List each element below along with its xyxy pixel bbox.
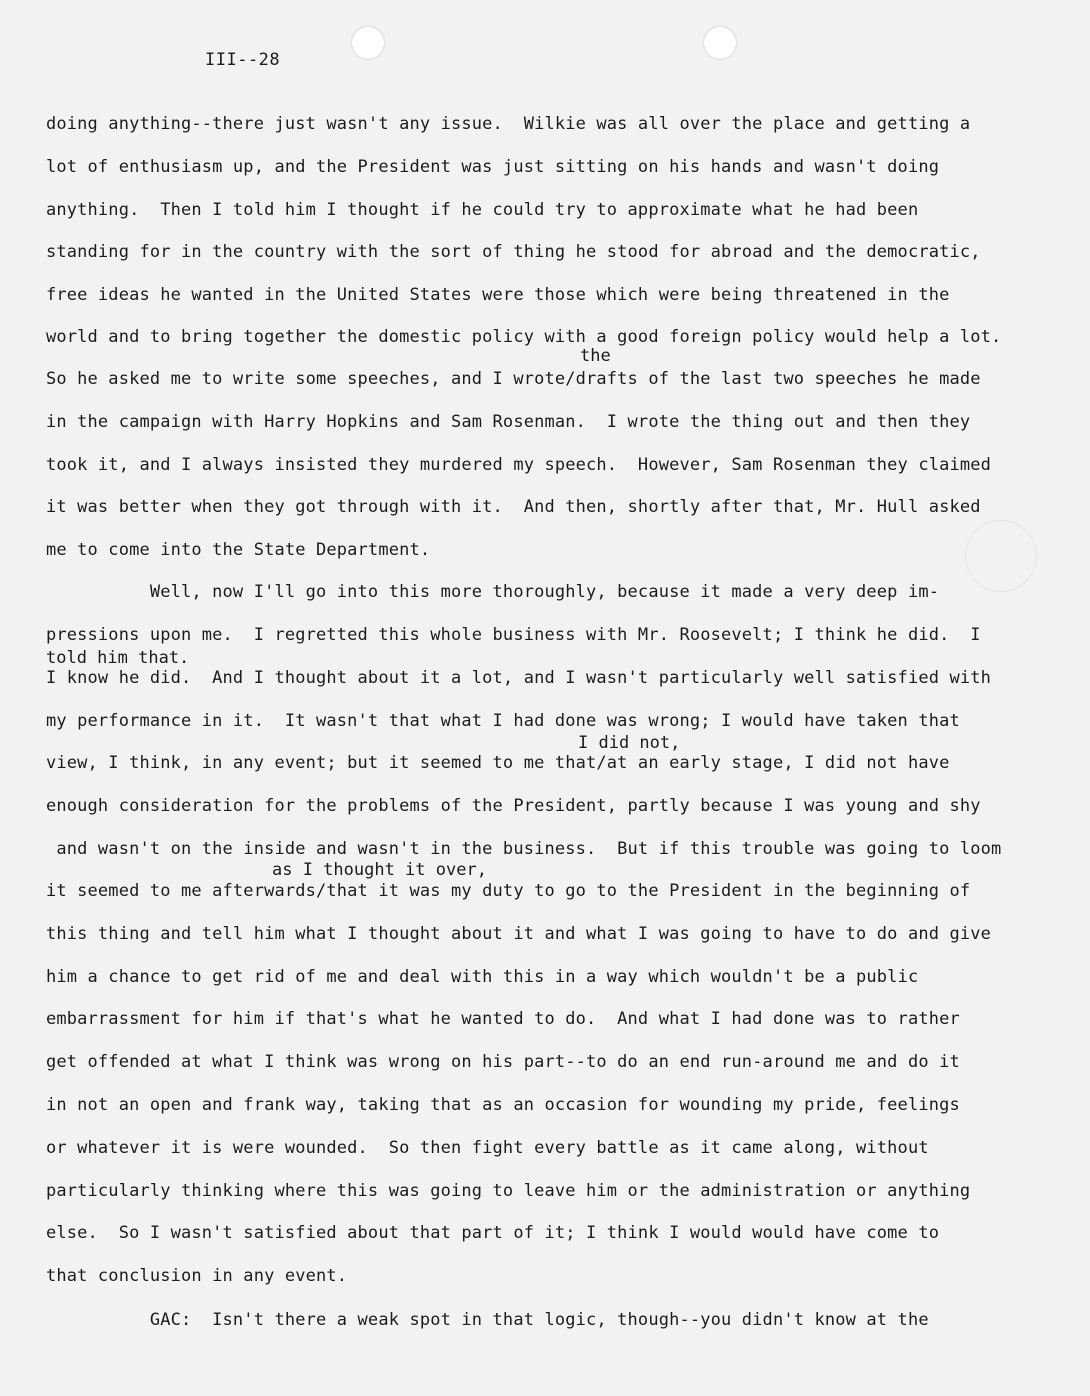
archive-stamp <box>965 520 1037 592</box>
text-line: it seemed to me afterwards/that it was my duty to go to the President in the beginning of <box>46 881 971 901</box>
text-line: particularly thinking where this was going to leave him or the administration or anything <box>46 1181 971 1201</box>
text-line: enough consideration for the problems of the President, partly because I was young and shy <box>46 796 981 816</box>
interlinear-insertion: I did not, <box>578 733 681 753</box>
text-line: pressions upon me. I regretted this whole business with Mr. Roosevelt; I think he did. I <box>46 625 981 645</box>
text-line: free ideas he wanted in the United States were those which were being threatened in the <box>46 285 950 305</box>
text-line: me to come into the State Department. <box>46 540 431 560</box>
interlinear-insertion: the <box>580 346 611 366</box>
text-line: else. So I wasn't satisfied about that part of it; I think I would would have come to <box>46 1223 940 1243</box>
text-line: lot of enthusiasm up, and the President was just sitting on his hands and wasn't doing <box>46 157 940 177</box>
text-line: in the campaign with Harry Hopkins and Sam Rosenman. I wrote the thing out and then they <box>46 412 971 432</box>
text-line: Well, now I'll go into this more thoroughly, because it made a very deep im- <box>46 582 940 602</box>
text-line: or whatever it is were wounded. So then fight every battle as it came along, without <box>46 1138 929 1158</box>
page-number: III--28 <box>205 50 281 70</box>
text-line: I know he did. And I thought about it a lot, and I wasn't particularly well satisfied with <box>46 668 992 688</box>
text-line: took it, and I always insisted they murdered my speech. However, Sam Rosenman they claimed <box>46 455 992 475</box>
text-line: him a chance to get rid of me and deal with this in a way which wouldn't be a public <box>46 967 919 987</box>
text-line: this thing and tell him what I thought about it and what I was going to have to do and give <box>46 924 992 944</box>
text-line: get offended at what I think was wrong on his part--to do an end run-around me and do it <box>46 1052 960 1072</box>
text-line: standing for in the country with the sort of thing he stood for abroad and the democratic, <box>46 242 981 262</box>
text-line: it was better when they got through with it. And then, shortly after that, Mr. Hull asked <box>46 497 981 517</box>
punch-hole <box>704 27 736 59</box>
punch-hole <box>352 27 384 59</box>
text-line: doing anything--there just wasn't any issue. Wilkie was all over the place and getting a <box>46 114 971 134</box>
interlinear-insertion: as I thought it over, <box>272 860 487 880</box>
text-line: and wasn't on the inside and wasn't in the business. But if this trouble was going to loom <box>46 839 1002 859</box>
text-line: world and to bring together the domestic policy with a good foreign policy would help a lot. <box>46 327 1002 347</box>
interlinear-insertion: told him that. <box>46 648 190 668</box>
text-line: So he asked me to write some speeches, and I wrote/drafts of the last two speeches he made <box>46 369 981 389</box>
text-line: anything. Then I told him I thought if he could try to approximate what he had been <box>46 200 919 220</box>
text-line: view, I think, in any event; but it seemed to me that/at an early stage, I did not have <box>46 753 950 773</box>
text-line: in not an open and frank way, taking that as an occasion for wounding my pride, feelings <box>46 1095 960 1115</box>
text-line: that conclusion in any event. <box>46 1266 348 1286</box>
text-line: embarrassment for him if that's what he wanted to do. And what I had done was to rather <box>46 1009 960 1029</box>
text-line: my performance in it. It wasn't that what I had done was wrong; I would have taken that <box>46 711 960 731</box>
text-line: GAC: Isn't there a weak spot in that logic, though--you didn't know at the <box>46 1310 929 1330</box>
